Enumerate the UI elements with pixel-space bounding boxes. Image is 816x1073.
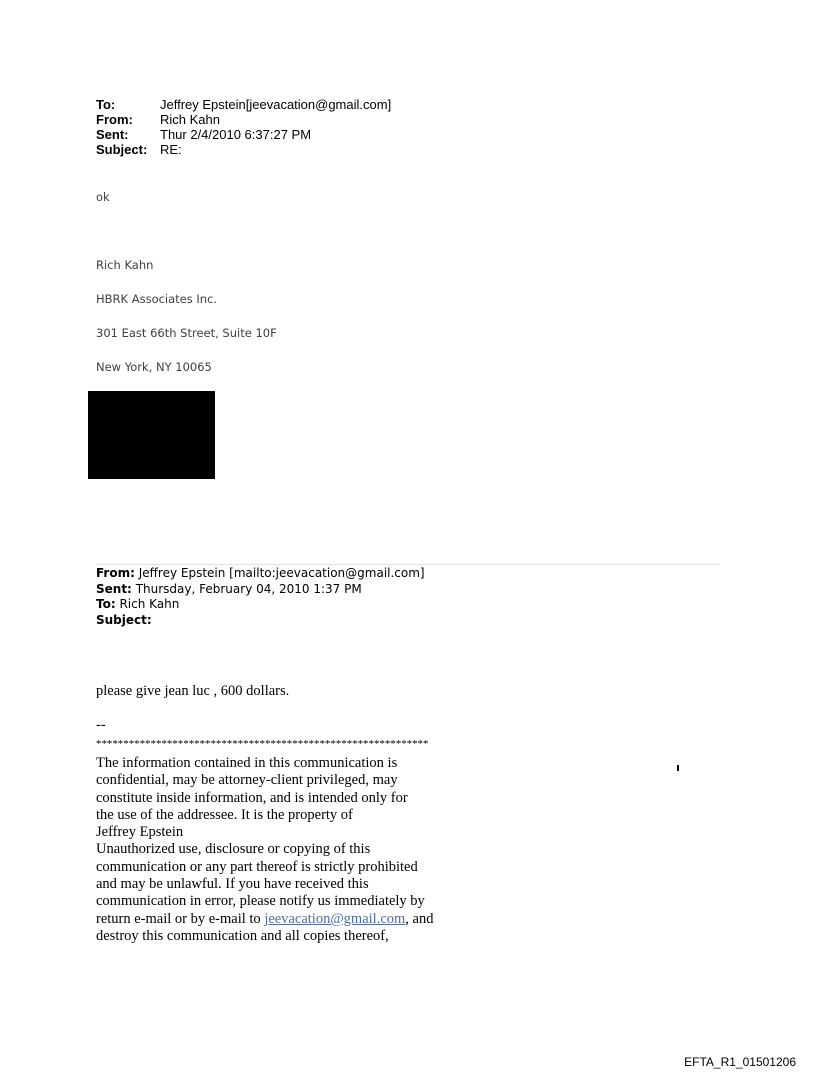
to-label: To: [96,97,116,112]
original-body: please give jean luc , 600 dollars. [96,683,290,699]
disclaimer-line: Unauthorized use, disclosure or copying of this [96,841,371,858]
from-value: Rich Kahn [160,112,220,127]
reply-body: ok [96,190,110,204]
to-row [96,97,391,112]
disclaimer [96,755,496,945]
message-divider [96,564,720,565]
original-message-header [96,566,425,628]
disclaimer-line: Jeffrey Epstein [96,824,184,841]
stray-mark [677,765,679,771]
separator-dash: -- [96,717,106,733]
disclaimer-line-suffix: , and [405,910,434,927]
original-sent-value: Thursday, February 04, 2010 1:37 PM [135,581,362,596]
disclaimer-line: and may be unlawful. If you have received this [96,876,369,893]
disclaimer-line: confidential, may be attorney-client privileged, may [96,772,398,789]
disclaimer-line: The information contained in this communication is [96,755,398,771]
signature-name: Rich Kahn [96,258,154,272]
disclaimer-line: communication or any part thereof is strictly prohibited [96,858,418,875]
sent-value: Thur 2/4/2010 6:37:27 PM [160,127,312,142]
sent-row [96,127,391,142]
original-to-label: To: [96,597,116,611]
original-from-row [96,566,425,582]
original-subject-label: Subject: [96,612,152,627]
sent-label: Sent: [96,127,129,142]
original-to-row [96,597,425,613]
original-from-label: From: [96,566,135,580]
original-from-value: Jeffrey Epstein [mailto:jeevacation@gmail.com] [138,566,425,580]
signature-company: HBRK Associates Inc. [96,292,218,306]
subject-value: RE: [160,142,182,157]
subject-label: Subject: [96,142,148,157]
subject-row [96,142,391,157]
original-sent-label: Sent: [96,581,132,596]
original-sent-row [96,582,425,598]
document-id: EFTA_R1_01501206 [684,1055,796,1069]
from-row [96,112,391,127]
disclaimer-line: communication in error, please notify us immediately by [96,893,425,910]
original-to-value: Rich Kahn [119,597,180,611]
redaction-block [88,391,215,479]
disclaimer-line-prefix: return e-mail or by e-mail to [96,910,265,927]
signature-address-line2: New York, NY 10065 [96,360,212,374]
to-value: Jeffrey Epstein[jeevacation@gmail.com] [160,97,392,112]
email-header [96,97,391,157]
signature-address-line1: 301 East 66th Street, Suite 10F [96,326,277,340]
disclaimer-line: destroy this communication and all copies thereof, [96,927,389,944]
disclaimer-line [96,911,496,928]
disclaimer-line: constitute inside information, and is intended only for [96,789,408,806]
separator-stars: ************************************************************* [96,738,429,750]
disclaimer-line: the use of the addressee. It is the property of [96,806,353,823]
from-label: From: [96,112,133,127]
original-subject-row [96,613,425,629]
email-link[interactable]: jeevacation@gmail.com [264,910,406,927]
